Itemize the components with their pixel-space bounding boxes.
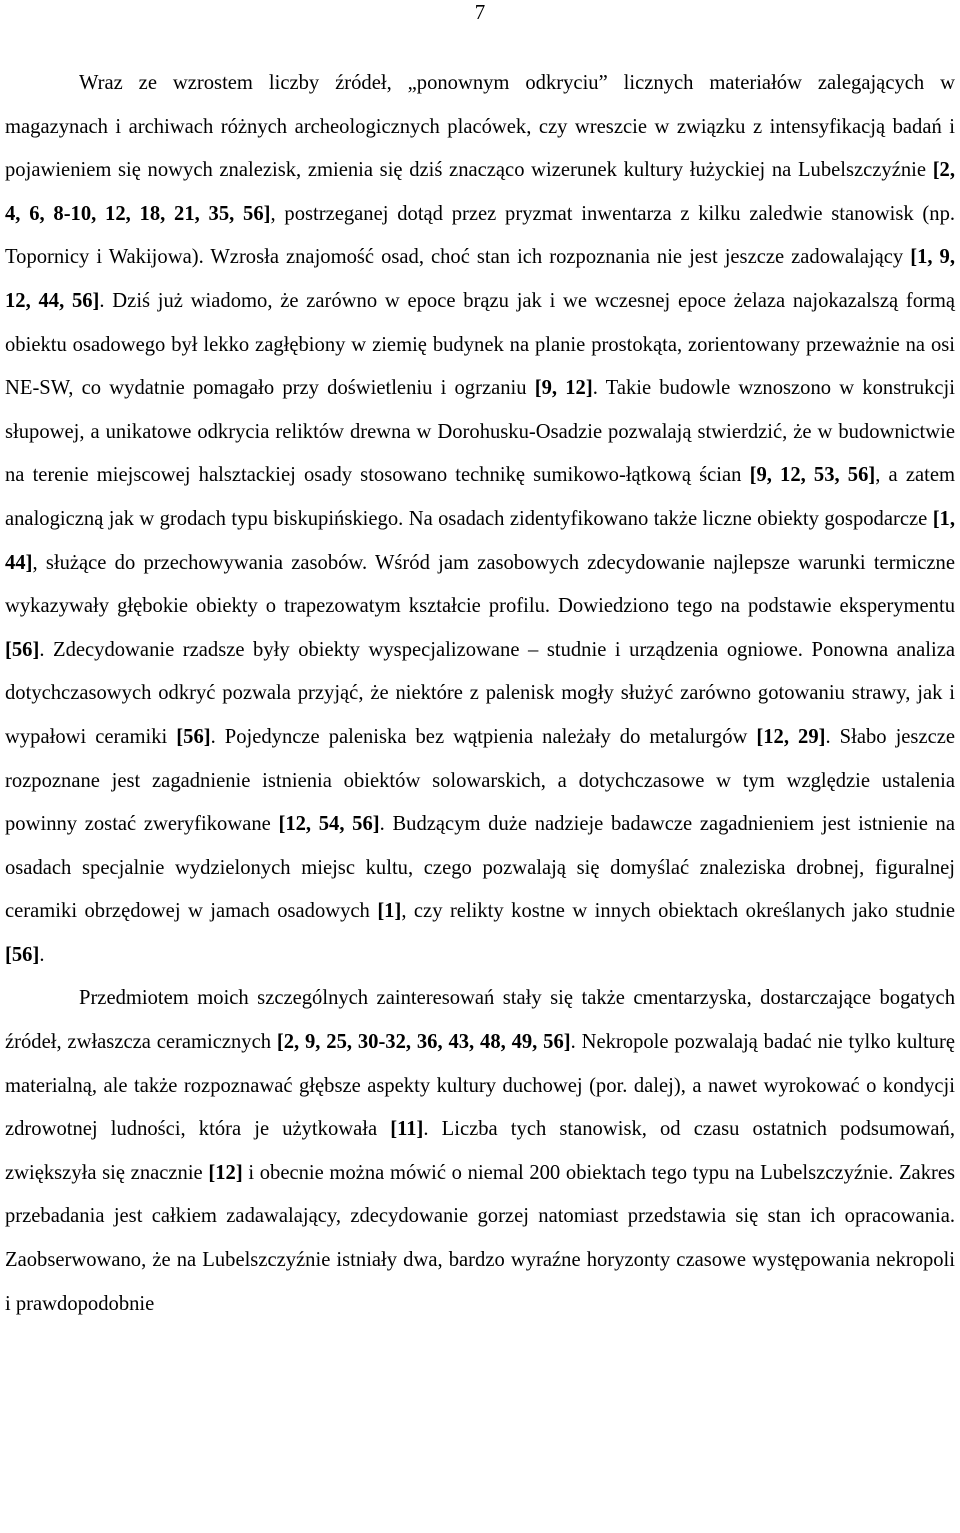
paragraph-2 xyxy=(5,977,955,1326)
citation: [2, 9, 25, 30-32, 36, 43, 48, 49, 56] xyxy=(276,1031,571,1054)
text-segment: . Budzącym duże nadzieje badawcze zagadnieniem jest istnienie na osadach specjalnie wydzielonych miejsc kultu, czego pozwalają się domyślać znaleziska drobnej, figuralnej ceramiki obrzędowej w jamach osadowych xyxy=(5,813,955,923)
citation: [9, 12] xyxy=(534,377,593,400)
citation: [12] xyxy=(208,1161,243,1184)
citation: [11] xyxy=(390,1118,424,1141)
page-number: 7 xyxy=(474,0,486,24)
citation: [1] xyxy=(377,900,402,923)
text-segment: , czy relikty kostne w innych obiektach określanych jako studnie xyxy=(401,900,955,923)
document-body xyxy=(5,62,955,1326)
citation: [1, 44] xyxy=(5,507,955,574)
citation: [12, 29] xyxy=(756,725,826,748)
text-segment: Wraz ze wzrostem liczby źródeł, „ponownym odkryciu” licznych materiałów zalegających w magazynach i archiwach różnych archeologicznych placówek, czy wreszcie w związku z intensyfikacją badań i pojawieniem się nowych znalezisk, zmienia się dziś znacząco wizerunek kultury łużyckiej na Lubelszczyźnie xyxy=(5,72,955,182)
text-segment: . Zdecydowanie rzadsze były obiekty wyspecjalizowane – studnie i urządzenia ogniowe. Ponowna analiza dotychczasowych odkryć pozwala przyjąć, że niektóre z palenisk mogły służyć zarówno gotowaniu strawy, jak i wypałowi ceramiki xyxy=(5,638,955,748)
citation: [9, 12, 53, 56] xyxy=(749,464,876,487)
text-segment: . Pojedyncze paleniska bez wątpienia należały do metalurgów xyxy=(210,725,757,748)
text-segment: . Dziś już wiadomo, że zarówno w epoce brązu jak i we wczesnej epoce żelaza najokazalszą formą obiektu osadowego był lekko zagłębiony w ziemię budynek na planie prostokąta, zorientowany przeważnie na osi NE-SW, co wydatnie pomagało przy doświetleniu i ogrzaniu xyxy=(5,289,956,400)
text-segment: . Liczba tych stanowisk, od czasu ostatnich podsumowań, zwiększyła się znacznie xyxy=(5,1118,955,1184)
text-segment: Przedmiotem moich szczególnych zainteresowań stały się także cmentarzyska, dostarczające bogatych źródeł, zwłaszcza ceramicznych xyxy=(5,987,955,1054)
text-segment: , a zatem analogiczną jak w grodach typu biskupińskiego. Na osadach zidentyfikowano także liczne obiekty gospodarcze xyxy=(5,464,955,530)
citation: [56] xyxy=(176,725,211,748)
citation: [2, 4, 6, 8-10, 12, 18, 21, 35, 56] xyxy=(5,159,955,225)
text-segment: , postrzeganej dotąd przez pryzmat inwentarza z kilku zaledwie stanowisk (np. Topornicy i Wakijowa). Wzrosła znajomość osad, choć stan ich rozpoznania nie jest jeszcze zadowalający xyxy=(5,202,956,269)
citation: [56] xyxy=(5,943,40,966)
text-segment: . Takie budowle wznoszono w konstrukcji słupowej, a unikatowe odkrycia reliktów drewna w Dorohusku-Osadzie pozwalają stwierdzić, że w budownictwie na terenie miejscowej halsztackiej osady stosowano technikę sumikowo-łątkową ścian xyxy=(5,377,955,487)
citation: [1, 9, 12, 44, 56] xyxy=(5,246,955,312)
text-segment: . xyxy=(39,943,45,966)
text-segment: . Słabo jeszcze rozpoznane jest zagadnienie istnienia obiektów solowarskich, a dotychczasowe w tym względzie ustalenia powinny zostać zweryfikowane xyxy=(5,725,956,836)
citation: [56] xyxy=(5,638,40,661)
text-segment: . Nekropole pozwalają badać nie tylko kulturę materialną, ale także rozpoznawać głębsze aspekty kultury duchowej (por. dalej), a nawet wyrokować o kondycji zdrowotnej ludności, która je użytkowała xyxy=(5,1031,955,1141)
citation: [12, 54, 56] xyxy=(278,813,380,836)
text-segment: , służące do przechowywania zasobów. Wśród jam zasobowych zdecydowanie najlepsze warunki termiczne wykazywały głębokie obiekty o trapezowatym kształcie profilu. Dowiedziono tego na podstawie eksperymentu xyxy=(5,551,955,618)
paragraph-1 xyxy=(5,62,955,977)
text-segment: i obecnie można mówić o niemal 200 obiektach tego typu na Lubelszczyźnie. Zakres przebadania jest całkiem zadawalający, zdecydowanie gorzej natomiast przedstawia się stan ich opracowania. Zaobserwowano, że na Lubelszczyźnie istniały dwa, bardzo wyraźne horyzonty czasowe występowania nekropoli i prawdopodobnie xyxy=(5,1161,955,1315)
